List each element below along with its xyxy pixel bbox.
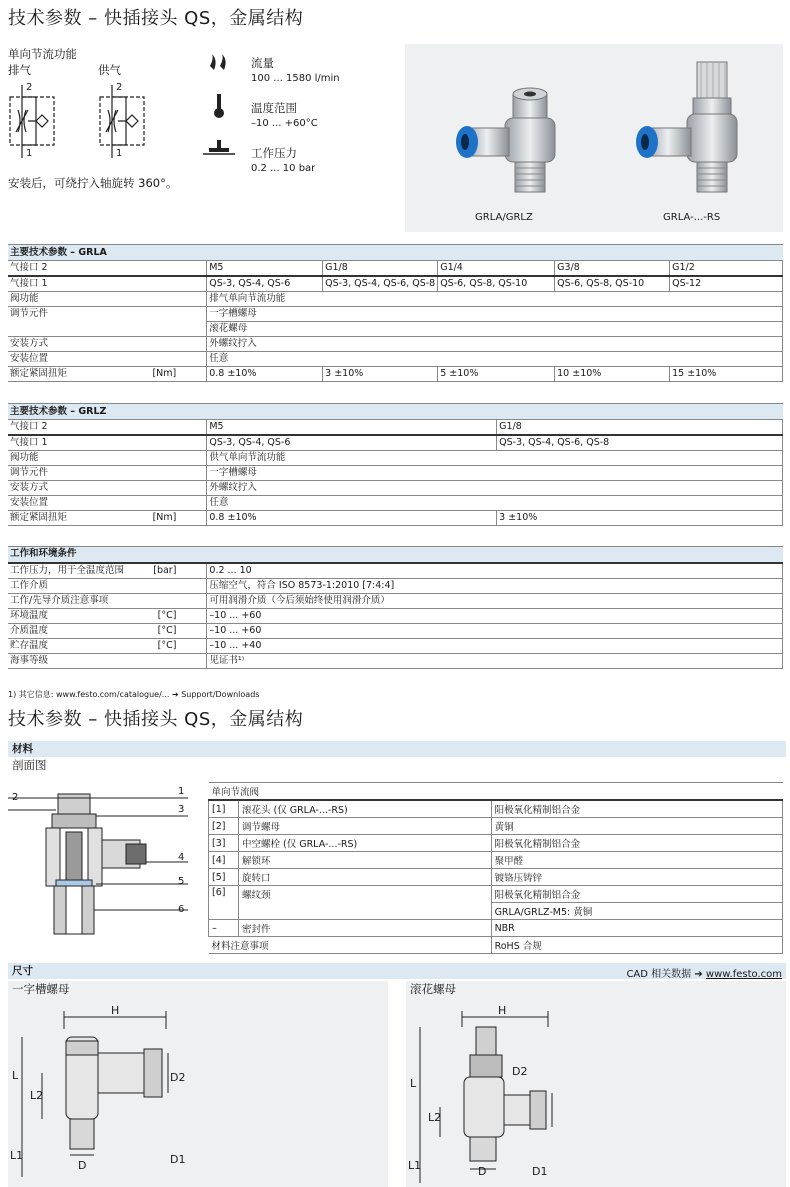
table-row [209,886,783,903]
port-2-label-b: 2 [116,82,123,93]
env-value: –10 ... +60 [207,608,783,623]
pressure-label: 工作压力 [251,146,297,160]
dim-panel-left [8,981,388,1187]
table-row [8,593,783,608]
callout-2: 2 [12,792,19,803]
mat-num: [2] [209,818,239,835]
grla-rs-fitting-photo [636,62,737,192]
mat-name: 旋转口 [238,869,491,886]
callout-4: 4 [178,852,185,863]
grla-col-port2: 气接口 2 [8,261,207,277]
dimensions-header-bar [8,963,786,979]
temp-value: –10 ... +60°C [251,118,318,129]
mat-note-value: RoHS 合规 [491,937,782,954]
grla-header: G1/8 [323,261,438,277]
grlz-port1-label: 气接口 1 [8,435,207,451]
table-cell: 3 ±10% [323,367,438,382]
table-row [8,653,783,668]
table-cell: 3 ±10% [497,511,783,526]
grla-adjust-label: 调节元件 [8,307,207,337]
grla-port1-label: 气接口 1 [8,276,207,292]
mat-num: – [209,920,239,937]
table-cell: 排气单向节流功能 [207,292,783,307]
callout-3: 3 [178,804,185,815]
env-unit: [°C] [157,639,177,651]
dim-D: D [78,1159,87,1172]
dim-D2-r: D2 [512,1065,528,1078]
section-drawing [8,780,200,940]
env-label: 介质温度 [10,624,49,636]
temperature-icon [214,94,224,118]
mat-material: 黄铜 [491,818,782,835]
flow-icon [210,54,226,70]
mat-material: 阳极氧化精制铝合金 [491,886,782,903]
mat-name: 调节螺母 [238,818,491,835]
dim-right-title: 滚花螺母 [410,982,456,996]
dim-H: H [111,1004,120,1017]
dim-L1-r: L1 [408,1159,422,1172]
table-row [8,608,783,623]
schematic-symbols [6,80,186,165]
env-table-title: 工作和环境条件 [8,547,783,563]
env-value: 见证书¹⁾ [207,653,783,668]
port-1-label-a: 1 [26,148,33,159]
table-row [8,563,783,579]
photo-caption-1: GRLA/GRLZ [475,212,533,223]
grlz-spec-table [8,403,783,526]
flow-value: 100 ... 1580 l/min [251,73,340,84]
callout-6: 6 [178,904,185,915]
dimensions-heading: 尺寸 [12,965,33,977]
grlz-table-title: 主要技术参数 – GRLZ [8,404,783,420]
table-cell: QS-3, QS-4, QS-6, QS-8 [323,276,438,292]
grlz-header: G1/8 [497,420,783,436]
table-row [8,638,783,653]
mat-material: 阳极氧化精制铝合金 [491,800,782,818]
env-unit: [bar] [153,564,177,576]
dim-L: L [12,1069,19,1082]
port-2-label-a: 2 [26,82,33,93]
env-label: 工作介质 [10,579,49,591]
grla-spec-table [8,244,783,382]
env-unit: [°C] [157,609,177,621]
mat-material: 阳极氧化精制铝合金 [491,835,782,852]
grlz-position-label: 安装位置 [8,496,207,511]
rotation-note: 安装后，可绕拧入轴旋转 360°。 [8,176,178,190]
grla-header: M5 [207,261,323,277]
grla-table-title: 主要技术参数 – GRLA [8,245,783,261]
grla-header: G1/4 [438,261,555,277]
flow-label: 流量 [251,56,274,70]
table-cell: QS-12 [670,276,783,292]
grla-fitting-photo [456,88,555,192]
section-view-label: 剖面图 [12,758,47,772]
table-row [8,578,783,593]
env-conditions-table [8,546,783,669]
grla-torque-unit: [Nm] [152,368,177,379]
env-unit: [°C] [157,624,177,636]
page-title: 技术参数 – 快插接头 QS，金属结构 [8,8,304,29]
table-cell: 一字槽螺母 [207,307,783,322]
table-row [209,852,783,869]
pressure-icon [203,140,235,154]
table-cell: 0.8 ±10% [207,511,497,526]
supply-label: 供气 [98,63,121,77]
mat-name: 螺纹颈 [238,886,491,920]
table-cell: 供气单向节流功能 [207,451,783,466]
table-cell: 滚花螺母 [207,322,783,337]
grla-header: G1/2 [670,261,783,277]
table-row [8,623,783,638]
mat-num: [6] [209,886,239,920]
mat-num: [5] [209,869,239,886]
table-cell: 0.8 ±10% [207,367,323,382]
product-photos [405,44,783,204]
materials-header-bar [8,741,786,757]
mat-material: 镀铬压铸锌 [491,869,782,886]
table-cell: 外螺纹拧入 [207,481,783,496]
photo-caption-2: GRLA-...-RS [663,212,721,223]
spec-icons [200,52,240,162]
table-cell: 任意 [207,352,783,367]
env-value: 可用润滑介质（今后须始终使用润滑介质） [207,593,783,608]
mat-num: [1] [209,800,239,818]
env-value: –10 ... +40 [207,638,783,653]
callout-1: 1 [178,786,185,797]
grlz-torque-label: 额定紧固扭矩 [10,512,68,523]
table-row [209,800,783,818]
table-cell: QS-3, QS-4, QS-6 [207,435,497,451]
mat-material: 聚甲醛 [491,852,782,869]
product-photo-panel [405,44,783,232]
exhaust-label: 排气 [8,63,31,77]
mat-material-extra: GRLA/GRLZ-M5: 黄铜 [491,903,782,920]
temp-label: 温度范围 [251,101,297,115]
page-title-2: 技术参数 – 快插接头 QS，金属结构 [8,709,304,730]
materials-table-title: 单向节流阀 [209,783,783,801]
table-row [209,920,783,937]
grla-header: G3/8 [555,261,670,277]
dim-L2: L2 [30,1089,44,1102]
table-row [209,869,783,886]
callout-5: 5 [178,876,185,887]
grlz-adjust-label: 调节元件 [8,466,207,481]
table-cell: 任意 [207,496,783,511]
table-cell: QS-6, QS-8, QS-10 [555,276,670,292]
dim-drawing-left [8,997,388,1187]
dim-drawing-right [406,997,786,1187]
grlz-torque-unit: [Nm] [152,512,177,523]
grlz-mount-label: 安装方式 [8,481,207,496]
grlz-valve-function-label: 阀功能 [8,451,207,466]
grlz-header: M5 [207,420,497,436]
mat-material: NBR [491,920,782,937]
grlz-col-port2: 气接口 2 [8,420,207,436]
dim-D1-r: D1 [532,1165,548,1178]
dim-H-r: H [498,1004,507,1017]
mat-num: [4] [209,852,239,869]
function-heading: 单向节流功能 [8,47,77,61]
env-value: 0.2 ... 10 [207,563,783,579]
dim-L-r: L [410,1077,417,1090]
mat-name: 中空螺栓 (仅 GRLA-...-RS) [238,835,491,852]
dim-L2-r: L2 [428,1111,442,1124]
dim-D-r: D [478,1165,487,1178]
mat-name: 解锁环 [238,852,491,869]
grla-valve-function-label: 阀功能 [8,292,207,307]
cad-link[interactable]: www.festo.com [705,969,782,980]
mat-name: 滚花头 (仅 GRLA-...-RS) [238,800,491,818]
env-label: 贮存温度 [10,639,49,651]
cad-text: CAD 相关数据 ➔ [626,969,706,980]
table-row [209,818,783,835]
table-cell: QS-3, QS-4, QS-6, QS-8 [497,435,783,451]
pressure-value: 0.2 ... 10 bar [251,163,316,174]
env-value: –10 ... +60 [207,623,783,638]
dim-L1: L1 [10,1149,24,1162]
table-row [209,937,783,954]
materials-heading: 材料 [12,743,33,755]
env-label: 环境温度 [10,609,49,621]
mat-note-label: 材料注意事项 [209,937,492,954]
table-cell: 外螺纹拧入 [207,337,783,352]
table-cell: 15 ±10% [670,367,783,382]
table-cell: 5 ±10% [438,367,555,382]
table-cell: QS-3, QS-4, QS-6 [207,276,323,292]
dim-left-title: 一字槽螺母 [12,982,70,996]
grla-position-label: 安装位置 [8,352,207,367]
table-cell: 10 ±10% [555,367,670,382]
dim-D2: D2 [170,1071,186,1084]
env-label: 工作/先导介质注意事项 [10,594,109,606]
grla-mount-label: 安装方式 [8,337,207,352]
table-cell: QS-6, QS-8, QS-10 [438,276,555,292]
port-1-label-b: 1 [116,148,123,159]
grla-torque-label: 额定紧固扭矩 [10,368,68,379]
env-value: 压缩空气，符合 ISO 8573-1:2010 [7:4:4] [207,578,783,593]
mat-name: 密封件 [238,920,491,937]
env-label: 海事等级 [10,654,49,666]
mat-num: [3] [209,835,239,852]
dim-D1: D1 [170,1153,186,1166]
footnote: 1) 其它信息: www.festo.com/catalogue/... ➔ Support/Downloads [8,690,260,699]
materials-table [208,782,783,954]
table-cell: 一字槽螺母 [207,466,783,481]
dim-panel-right [406,981,786,1187]
env-label: 工作压力，用于全温度范围 [10,564,125,576]
table-row [209,835,783,852]
